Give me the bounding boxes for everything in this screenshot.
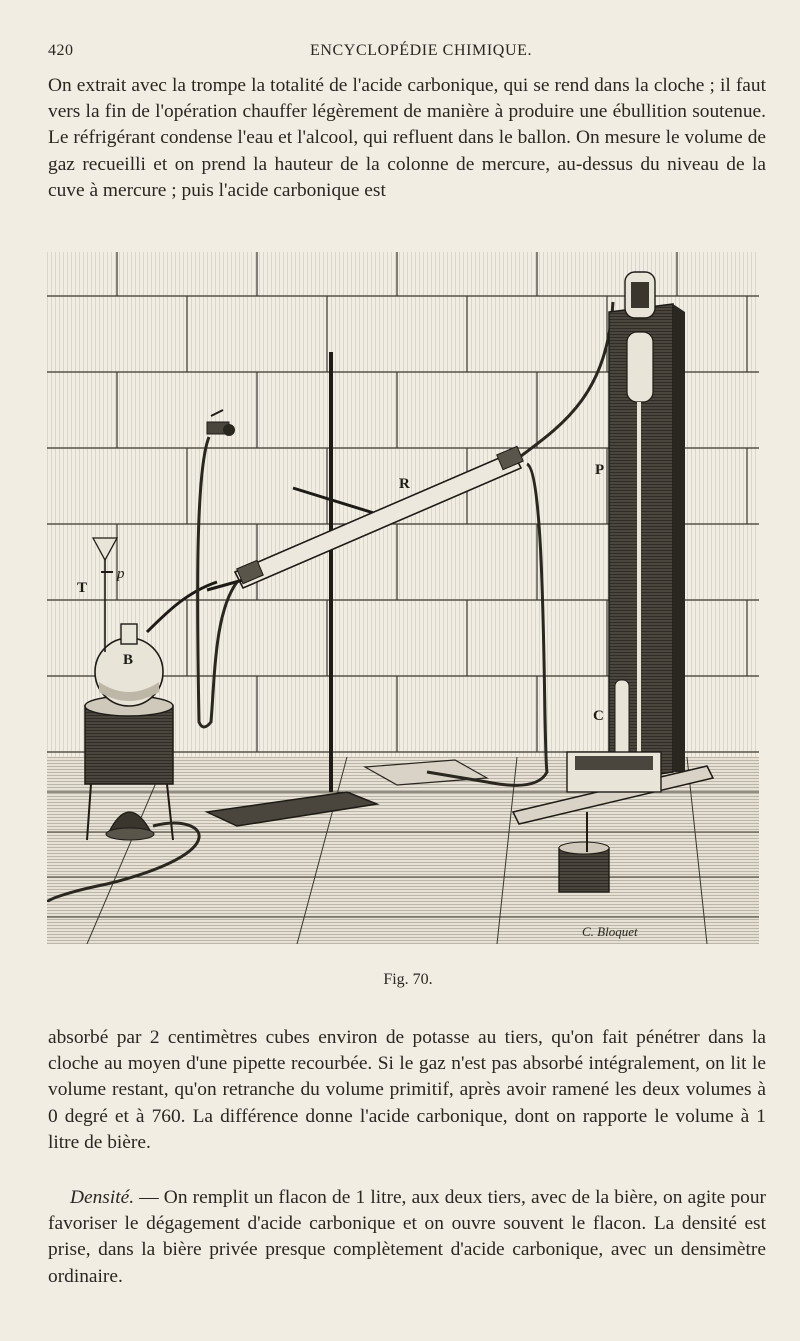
densite-text: — On remplit un flacon de 1 litre, aux deux tiers, avec de la bière, on agite pour favoriser le dégagement d'acide carbonique et on ouvre souvent le flacon. La densité est prise, dans la bière privée presque complètement d'acide carbonique, avec un densimètre ordinaire. <box>48 1187 766 1287</box>
label-pump-p: P <box>595 462 605 478</box>
figure-caption <box>0 971 800 989</box>
densite-term: Densité. <box>70 1187 135 1208</box>
figure-caption-text: Fig. 70. <box>383 971 433 988</box>
engraver-signature: C. Bloquet <box>582 924 638 939</box>
paragraph-intro: On extrait avec la trompe la totalité de l'acide carbonique, qui se rend dans la cloche ; il faut vers la fin de l'opération chauffer légèrement de manière à produire une ébullition soutenue. Le réfrigérant condense l'eau et l'alcool, qui refluent dans le ballon. On mesure le volume de gaz recueilli et on prend la hauteur de la colonne de mercure, au-dessus du niveau de la cuve à mercure ; puis l'acide carbonique est <box>48 75 766 201</box>
page-header <box>48 40 768 66</box>
running-title: ENCYCLOPÉDIE CHIMIQUE. <box>310 42 533 59</box>
label-bell-jar-c: C <box>593 708 604 724</box>
label-clamp-p: p <box>117 566 125 582</box>
label-funnel-t: T <box>77 580 88 596</box>
label-flask-b: B <box>123 652 134 668</box>
page-number: 420 <box>48 42 74 59</box>
label-condenser-r: R <box>399 476 410 492</box>
apparatus-engraving <box>47 252 759 944</box>
figure-apparatus-illustration <box>47 252 759 944</box>
paragraph-continuation: absorbé par 2 centimètres cubes environ de potasse au tiers, qu'on fait pénétrer dans la cloche au moyen d'une pipette recourbée. Si le gaz n'est pas absorbé intégralement, on lit le volume restant, qu'on retranche du volume primitif, après avoir ramené les deux volumes à 0 degré et à 760. La différence donne l'acide carbonique, dont on rapporte le volume à 1 litre de bière. <box>48 1027 766 1153</box>
paragraph-densite <box>48 1185 766 1290</box>
